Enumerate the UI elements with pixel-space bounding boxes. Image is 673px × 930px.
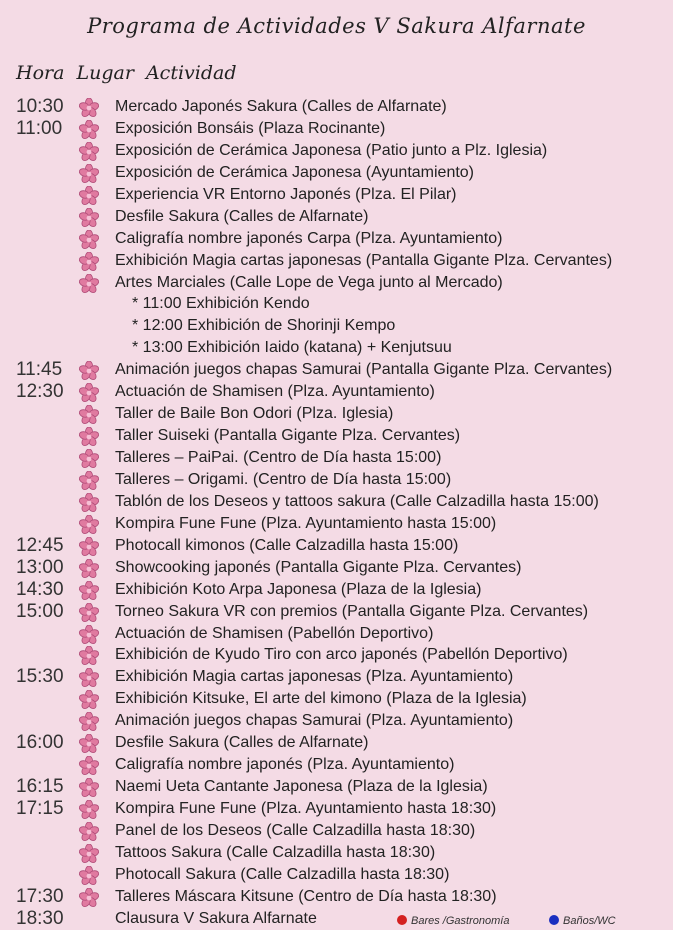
activity-text: Exhibición Magia cartas japonesas (Pantalla Gigante Plza. Cervantes)	[115, 251, 613, 269]
activity-row	[0, 666, 673, 688]
blue-dot-icon	[549, 915, 559, 925]
activity-row	[0, 293, 673, 315]
sakura-flower-icon	[78, 712, 100, 732]
activity-row	[0, 403, 673, 425]
sakura-flower-icon	[78, 274, 100, 294]
sakura-flower-icon	[78, 208, 100, 228]
activity-row	[0, 469, 673, 491]
sakura-flower-icon	[78, 559, 100, 579]
activity-time: 18:30	[16, 907, 64, 929]
sakura-flower-icon	[78, 164, 100, 184]
activity-subitem-text: * 11:00 Exhibición Kendo	[132, 295, 310, 313]
activity-text: Panel de los Deseos (Calle Calzadilla hasta 18:30)	[115, 821, 476, 839]
sakura-flower-icon	[78, 471, 100, 491]
activity-text: Caligrafía nombre japonés Carpa (Plza. Ayuntamiento)	[115, 229, 503, 247]
sakura-flower-icon	[78, 778, 100, 798]
activity-text: Animación juegos chapas Samurai (Pantalla Gigante Plza. Cervantes)	[115, 361, 613, 379]
activity-row	[0, 864, 673, 886]
activity-row	[0, 732, 673, 754]
legend-bares-label: Bares /Gastronomía	[411, 915, 510, 927]
activity-text: Exhibición Kitsuke, El arte del kimono (Plaza de la Iglesia)	[115, 690, 527, 708]
sakura-flower-icon	[78, 186, 100, 206]
activity-text: Desfile Sakura (Calles de Alfarnate)	[115, 207, 369, 225]
sakura-flower-icon	[78, 537, 100, 557]
sakura-flower-icon	[78, 756, 100, 776]
sakura-flower-icon	[78, 625, 100, 645]
sakura-flower-icon	[78, 515, 100, 535]
activity-time: 13:00	[16, 556, 64, 578]
activity-row	[0, 272, 673, 294]
activity-text: Talleres Máscara Kitsune (Centro de Día hasta 18:30)	[115, 887, 497, 905]
activity-row	[0, 513, 673, 535]
legend-banos-label: Baños/WC	[563, 915, 616, 927]
activity-text: Taller de Baile Bon Odori (Plza. Iglesia)	[115, 405, 394, 423]
header-lugar: Lugar	[76, 62, 134, 84]
activity-time: 16:00	[16, 732, 64, 754]
activity-row	[0, 623, 673, 645]
sakura-flower-icon	[78, 230, 100, 250]
activity-text: Talleres – Origami. (Centro de Día hasta 15:00)	[115, 470, 452, 488]
sakura-flower-icon	[78, 405, 100, 425]
sakura-flower-icon	[78, 383, 100, 403]
activity-text: Taller Suiseki (Pantalla Gigante Plza. Cervantes)	[115, 427, 461, 445]
activity-text: Exposición de Cerámica Japonesa (Patio junto a Plz. Iglesia)	[115, 141, 548, 159]
activity-text: Desfile Sakura (Calles de Alfarnate)	[115, 734, 369, 752]
activity-row	[0, 491, 673, 513]
activity-row	[0, 184, 673, 206]
sakura-flower-icon	[78, 646, 100, 666]
activity-time: 17:30	[16, 885, 64, 907]
sakura-flower-icon	[78, 427, 100, 447]
activity-text: Photocall kimonos (Calle Calzadilla hasta 15:00)	[115, 536, 459, 554]
activity-text: Exposición de Cerámica Japonesa (Ayuntamiento)	[115, 163, 475, 181]
sakura-flower-icon	[78, 844, 100, 864]
activity-time: 12:30	[16, 381, 64, 403]
activity-time: 11:45	[16, 359, 63, 381]
sakura-flower-icon	[78, 734, 100, 754]
activity-row	[0, 886, 673, 908]
activity-row	[0, 359, 673, 381]
activity-row	[0, 710, 673, 732]
activity-time: 17:15	[16, 798, 64, 819]
activity-time: 15:30	[16, 666, 64, 688]
sakura-flower-icon	[78, 120, 100, 140]
activity-text: Torneo Sakura VR con premios (Pantalla Gigante Plza. Cervantes)	[115, 602, 589, 620]
activity-text: Artes Marciales (Calle Lope de Vega junto al Mercado)	[115, 273, 503, 291]
activity-time: 16:15	[16, 776, 64, 798]
activity-row	[0, 535, 673, 557]
sakura-flower-icon	[78, 361, 100, 381]
activity-row	[0, 754, 673, 776]
activity-row	[0, 557, 673, 579]
activity-row	[0, 644, 673, 666]
activity-text: Naemi Ueta Cantante Japonesa (Plaza de la Iglesia)	[115, 778, 488, 796]
activity-text: Exhibición de Kyudo Tiro con arco japonés (Pabellón Deportivo)	[115, 646, 568, 664]
activity-row	[0, 776, 673, 798]
activity-text: Kompira Fune Fune (Plza. Ayuntamiento hasta 18:30)	[115, 800, 497, 817]
sakura-flower-icon	[78, 581, 100, 601]
activity-text: Photocall Sakura (Calle Calzadilla hasta 18:30)	[115, 865, 450, 883]
sakura-flower-icon	[78, 98, 100, 118]
header-hora: Hora	[16, 62, 65, 84]
activity-row	[0, 162, 673, 184]
activity-text: Mercado Japonés Sakura (Calles de Alfarnate)	[115, 98, 447, 115]
legend-banos	[549, 915, 616, 927]
activity-row	[0, 337, 673, 359]
activity-text: Exhibición Koto Arpa Japonesa (Plaza de la Iglesia)	[115, 580, 482, 598]
activity-text: Experiencia VR Entorno Japonés (Plza. El Pilar)	[115, 185, 457, 203]
sakura-flower-icon	[78, 142, 100, 162]
sakura-flower-icon	[78, 493, 100, 513]
activity-row	[0, 820, 673, 842]
activity-time: 10:30	[16, 96, 64, 117]
column-headers	[16, 62, 243, 84]
activity-row	[0, 447, 673, 469]
sakura-flower-icon	[78, 252, 100, 272]
activity-list	[0, 96, 673, 930]
activity-row	[0, 315, 673, 337]
header-actividad: Actividad	[145, 62, 237, 84]
activity-text: Caligrafía nombre japonés (Plza. Ayuntamiento)	[115, 756, 455, 774]
sakura-flower-icon	[78, 888, 100, 908]
activity-text: Tablón de los Deseos y tattoos sakura (Calle Calzadilla hasta 15:00)	[115, 492, 599, 510]
activity-row	[0, 798, 673, 820]
activity-time: 11:00	[16, 117, 63, 139]
page-title: Programa de Actividades V Sakura Alfarnate	[87, 14, 586, 38]
activity-subitem-text: * 13:00 Exhibición Iaido (katana) + Kenjutsuu	[132, 339, 452, 357]
activity-text: Exhibición Magia cartas japonesas (Plza. Ayuntamiento)	[115, 668, 514, 686]
sakura-flower-icon	[78, 866, 100, 886]
activity-text: Exposición Bonsáis (Plaza Rocinante)	[115, 119, 386, 137]
legend-bares	[397, 915, 509, 927]
activity-text: Clausura V Sakura Alfarnate	[115, 909, 317, 927]
activity-row	[0, 425, 673, 447]
activity-row	[0, 842, 673, 864]
activity-time: 15:00	[16, 600, 64, 622]
activity-row	[0, 118, 673, 140]
sakura-flower-icon	[78, 668, 100, 688]
activity-row	[0, 206, 673, 228]
sakura-flower-icon	[78, 822, 100, 842]
activity-time: 14:30	[16, 578, 64, 600]
activity-text: Showcooking japonés (Pantalla Gigante Plza. Cervantes)	[115, 558, 522, 576]
activity-row	[0, 688, 673, 710]
sakura-flower-icon	[78, 690, 100, 710]
activity-text: Actuación de Shamisen (Plza. Ayuntamiento)	[115, 383, 435, 401]
activity-row	[0, 140, 673, 162]
activity-text: Actuación de Shamisen (Pabellón Deportivo)	[115, 624, 434, 642]
activity-row	[0, 601, 673, 623]
activity-text: Kompira Fune Fune (Plza. Ayuntamiento hasta 15:00)	[115, 514, 497, 532]
activity-time: 12:45	[16, 534, 64, 556]
activity-row	[0, 228, 673, 250]
activity-row	[0, 96, 673, 118]
activity-row	[0, 250, 673, 272]
activity-row	[0, 381, 673, 403]
sakura-flower-icon	[78, 800, 100, 820]
red-dot-icon	[397, 915, 407, 925]
sakura-flower-icon	[78, 603, 100, 623]
activity-row	[0, 579, 673, 601]
sakura-flower-icon	[78, 449, 100, 469]
activity-text: Animación juegos chapas Samurai (Plza. Ayuntamiento)	[115, 712, 514, 730]
activity-text: Talleres – PaiPai. (Centro de Día hasta 15:00)	[115, 449, 442, 466]
activity-text: Tattoos Sakura (Calle Calzadilla hasta 18:30)	[115, 843, 436, 861]
activity-subitem-text: * 12:00 Exhibición de Shorinji Kempo	[132, 317, 396, 335]
